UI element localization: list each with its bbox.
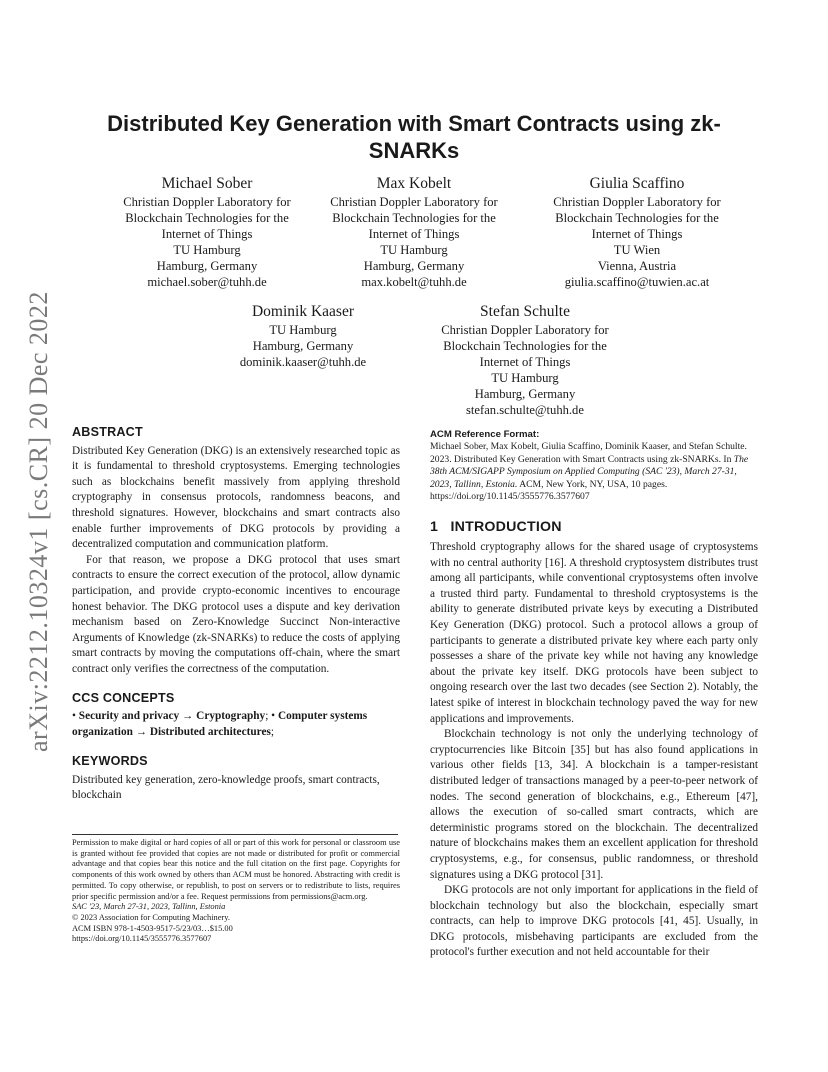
ccs-term: Cryptography: [196, 710, 266, 723]
footnote-rule: [72, 834, 398, 835]
author-affiliation-line: Blockchain Technologies for the: [125, 211, 289, 225]
ccs-term: Distributed architectures: [149, 725, 271, 738]
author-affiliation-line: TU Wien: [613, 243, 661, 257]
author-affiliation-line: Blockchain Technologies for the: [555, 211, 719, 225]
intro-paragraph: Blockchain technology is not only the underlying technology of cryptocurrencies like Bitcoin [35] but has also found applications in various other fields [13, 34]. A blockchain is a tamper-resistant distributed ledger of transactions managed by a peer-to-peer network of nodes. The second generation of blockchains, e.g., Ethereum [47], allows the execution of so-called smart contracts, which are deterministic programs stored on the blockchain. The decentralized nature of blockchains makes them an excellent application for threshold cryptosystems, e.g., for consensus, public randomness, or threshold signatures using a DKG protocol [31].: [430, 728, 758, 881]
author-affiliation-line: Hamburg, Germany: [363, 259, 465, 273]
author-name: Stefan Schulte: [480, 303, 570, 320]
author-affiliation-line: Blockchain Technologies for the: [443, 339, 607, 353]
acm-reference-post: ACM, New York, NY, USA, 10 pages. https://doi.org/10.1145/3555776.3577607: [430, 478, 668, 503]
abstract-paragraph: For that reason, we propose a DKG protocol that uses smart contracts to ensure the correct execution of the protocol, allow dynamic participation, and provide crypto-economic incentives to encourage honest behavior. The DKG protocol uses a dispute and key derivation mechanism based on Zero-Knowledge Succinct Non-interactive Arguments of Knowledge (zk-SNARKs) to reduce the costs of applying smart contracts by moving the computations off-chain, where the smart contract only verifies the correctness of the computation.: [72, 553, 400, 675]
author-block: [287, 174, 541, 290]
author-name: Giulia Scaffino: [589, 175, 685, 192]
venue-text: SAC '23, March 27-31, 2023, Tallinn, Estonia: [72, 902, 226, 912]
author-affiliation-line: TU Hamburg: [491, 371, 559, 385]
introduction-heading: 1 INTRODUCTION: [430, 519, 562, 536]
author-affiliation-line: Internet of Things: [161, 227, 253, 241]
ccs-term: Security and privacy: [78, 710, 180, 723]
permission-text: Permission to make digital or hard copies of all or part of this work for personal or classroom use is granted without fee provided that copies are not made or distributed for profit or commercial advantage and that copies bear this notice and the full citation on the first page. Copyrights for components of this work owned by others than ACM must be honored. Abstracting with credit is permitted. To copy otherwise, or republish, to post on servers or to redistribute to lists, requires prior specific permission and/or a fee. Request permissions from permissions@acm.org.: [72, 838, 400, 901]
author-name: Michael Sober: [161, 175, 253, 192]
author-affiliation-line: Hamburg, Germany: [156, 259, 258, 273]
keywords-text: Distributed key generation, zero-knowledge proofs, smart contracts, blockchain: [72, 773, 380, 802]
author-affiliation-line: Internet of Things: [591, 227, 683, 241]
isbn-text: ACM ISBN 978-1-4503-9517-5/23/03…$15.00: [72, 923, 233, 933]
right-column: [430, 429, 758, 961]
author-email: stefan.schulte@tuhh.de: [466, 403, 584, 417]
author-affiliation-line: TU Hamburg: [269, 323, 337, 337]
author-affiliation-line: Christian Doppler Laboratory for: [553, 195, 721, 209]
ccs-concepts: • Security and privacy → Cryptography; • Computer systems organization → Distributed architectures;: [72, 710, 368, 738]
keywords-heading: KEYWORDS: [72, 754, 148, 769]
author-block: [510, 174, 764, 290]
author-affiliation-line: Vienna, Austria: [597, 259, 677, 273]
acm-reference-heading: ACM Reference Format:: [430, 429, 540, 440]
author-affiliation-line: Christian Doppler Laboratory for: [441, 323, 609, 337]
author-affiliation-line: Hamburg, Germany: [474, 387, 576, 401]
acm-reference-venue: The 38th ACM/SIGAPP Symposium on Applied Computing (SAC '23), March 27-31, 2023, Tallinn, Estonia.: [430, 453, 749, 490]
author-block: [176, 302, 430, 370]
left-column: [72, 425, 400, 804]
intro-paragraph: DKG protocols are not only important for applications in the field of blockchain technology but also the blockchain, especially smart contracts, can help to improve DKG protocols [41, 45]. Usually, in DKG protocols, misbehaving participants are excluded from the protocol's further execution and not held accountable for their: [430, 884, 758, 959]
author-email: dominik.kaaser@tuhh.de: [239, 355, 367, 369]
abstract-paragraph: Distributed Key Generation (DKG) is an extensively researched topic as it is fundamental to threshold cryptosystems. Emerging technologies such as blockchains benefit massively from applying threshold cryptography in consensus protocols, randomness beacons, and threshold signatures. However, blockchains and smart contracts also enable further improvements of DKG protocols by providing a decentralized computation and communication platform.: [72, 444, 400, 551]
ccs-term: Computer systems organization: [72, 710, 368, 738]
author-affiliation-line: Christian Doppler Laboratory for: [123, 195, 291, 209]
author-name: Max Kobelt: [376, 175, 452, 192]
author-affiliation-line: Christian Doppler Laboratory for: [330, 195, 498, 209]
author-affiliation-line: TU Hamburg: [173, 243, 241, 257]
author-affiliation-line: Blockchain Technologies for the: [332, 211, 496, 225]
author-affiliation-line: Internet of Things: [479, 355, 571, 369]
acm-reference-text: [430, 441, 758, 503]
acm-reference-pre: Michael Sober, Max Kobelt, Giulia Scaffino, Dominik Kaaser, and Stefan Schulte. 2023. Distributed Key Generation with Smart Contracts using zk-SNARKs. In: [430, 441, 747, 465]
arxiv-identifier: arXiv:2212.10324v1 [cs.CR] 20 Dec 2022: [24, 291, 53, 753]
author-affiliation-line: TU Hamburg: [380, 243, 448, 257]
paper-title: Distributed Key Generation with Smart Contracts using zk-SNARKs: [107, 111, 721, 163]
author-block: [398, 302, 652, 418]
author-email: max.kobelt@tuhh.de: [361, 275, 467, 289]
permission-footnote: [72, 838, 400, 945]
copyright-text: © 2023 Association for Computing Machinery.: [72, 912, 230, 922]
doi-text: https://doi.org/10.1145/3555776.3577607: [72, 934, 212, 944]
author-affiliation-line: Hamburg, Germany: [252, 339, 354, 353]
author-affiliation-line: Internet of Things: [368, 227, 460, 241]
intro-paragraph: Threshold cryptography allows for the shared usage of cryptosystems with no central authority [16]. A threshold cryptosystem distributes trust among all participants, while conventional cryptosystems often involve a trusted third party. Fundamental to threshold cryptosystems is the ability to generate distributed private keys by executing a Distributed Key Generation (DKG) protocol. Such a protocol allows a group of participants to generate a distributed private key where each party only possesses a share of the private key while not having any knowledge about the private key itself. DKG protocols have been subject to ongoing research over the last two decades (see Section 2). Notably, the latest spike of interest in blockchain technology paved the way for new applications and improvements.: [430, 541, 758, 725]
acm-reference-format: [430, 429, 758, 503]
author-name: Dominik Kaaser: [251, 303, 354, 320]
ccs-heading: CCS CONCEPTS: [72, 690, 175, 705]
author-email: michael.sober@tuhh.de: [147, 275, 267, 289]
author-email: giulia.scaffino@tuwien.ac.at: [564, 275, 710, 289]
abstract-heading: ABSTRACT: [72, 425, 143, 439]
